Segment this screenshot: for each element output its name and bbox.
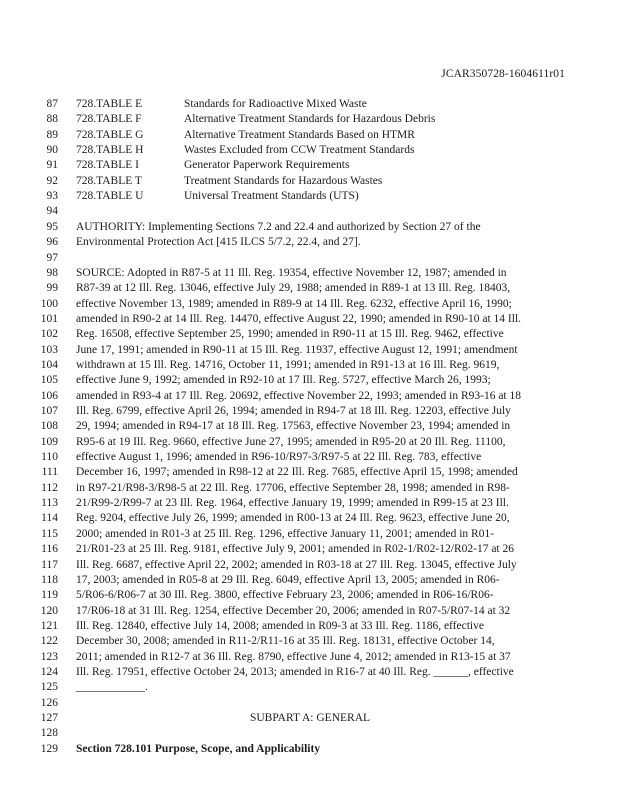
- authority-line: [0, 219, 621, 235]
- source-text: 29, 1994; amended in R94-17 at 18 Ill. Reg. 17563, effective November 23, 1994; amended in: [76, 420, 511, 433]
- table-code: 728.TABLE E: [76, 98, 143, 110]
- line-number: 97: [46, 251, 58, 264]
- table-title: Generator Paperwork Requirements: [184, 159, 350, 172]
- line-number: 114: [41, 512, 58, 525]
- line-number: 115: [41, 527, 58, 540]
- line-number: 123: [40, 650, 58, 663]
- table-title: Treatment Standards for Hazardous Wastes: [184, 174, 383, 187]
- line-number: 120: [40, 604, 58, 617]
- line-number: 126: [40, 696, 58, 709]
- line-number: 95: [46, 220, 58, 233]
- source-line: [0, 572, 621, 588]
- line-number: 107: [40, 405, 58, 417]
- line-number: 116: [41, 543, 58, 556]
- source-text: Reg. 16508, effective September 25, 1990; amended in R90-11 at 15 Ill. Reg. 9462, effective: [76, 328, 504, 341]
- table-title: Standards for Radioactive Mixed Waste: [184, 98, 367, 110]
- table-title: Universal Treatment Standards (UTS): [184, 190, 359, 203]
- line-number: 87: [46, 98, 58, 110]
- source-line: [0, 388, 621, 404]
- source-text: June 17, 1991; amended in R90-11 at 15 Ill. Reg. 11937, effective August 12, 1991; amendment: [76, 343, 518, 356]
- line-number: 118: [41, 573, 58, 586]
- table-code: 728.TABLE T: [76, 174, 142, 187]
- line-number: 100: [40, 297, 58, 310]
- table-title: Alternative Treatment Standards for Hazardous Debris: [184, 113, 436, 126]
- line-number: 109: [40, 435, 58, 448]
- source-text: amended in R93-4 at 17 Ill. Reg. 20692, effective November 22, 1993; amended in R93-16 at 18: [76, 389, 521, 402]
- document-id: JCAR350728-1604611r01: [441, 68, 565, 80]
- line-number: 127: [40, 712, 58, 724]
- source-text: Ill. Reg. 12840, effective July 14, 2008; amended in R09-3 at 33 Ill. Reg. 1186, effective: [76, 619, 484, 632]
- source-line: [0, 495, 621, 511]
- source-line: [0, 587, 621, 603]
- line-number: 102: [40, 328, 58, 341]
- line-number: 93: [46, 190, 58, 203]
- source-line: [0, 664, 621, 680]
- authority-line: [0, 203, 621, 219]
- source-line: [0, 526, 621, 542]
- source-text: in R97-21/R98-3/R98-5 at 22 Ill. Reg. 17706, effective September 28, 1998; amended in R98-: [76, 481, 510, 494]
- source-line: [0, 557, 621, 573]
- line-number: 124: [40, 665, 58, 678]
- table-code: 728.TABLE H: [76, 144, 144, 157]
- source-text: withdrawn at 15 Ill. Reg. 14716, October 11, 1991; amended in R91-13 at 16 Ill. Reg. 9619,: [76, 358, 500, 371]
- blank-line: [0, 725, 621, 741]
- authority-line: [0, 234, 621, 250]
- source-text: effective June 9, 1992; amended in R92-10 at 17 Ill. Reg. 5727, effective March 26, 1993;: [76, 374, 491, 387]
- source-line: [0, 649, 621, 665]
- table-list-line: [0, 111, 621, 127]
- table-list-line: [0, 96, 621, 112]
- table-list-line: [0, 157, 621, 173]
- source-line: [0, 357, 621, 373]
- authority-line: [0, 250, 621, 266]
- table-list-line: [0, 173, 621, 189]
- source-text: Ill. Reg. 6687, effective April 22, 2002; amended in R03-18 at 27 Ill. Reg. 13045, effective July: [76, 558, 517, 571]
- source-line: [0, 480, 621, 496]
- line-number: 125: [40, 681, 58, 694]
- source-line: [0, 418, 621, 434]
- authority-text: Environmental Protection Act [415 ILCS 5/7.2, 22.4, and 27].: [76, 236, 361, 249]
- line-number: 105: [40, 374, 58, 387]
- source-line: [0, 434, 621, 450]
- source-text: effective August 1, 1996; amended in R96-10/R97-3/R97-5 at 22 Ill. Reg. 783, effective: [76, 451, 482, 464]
- source-line: [0, 510, 621, 526]
- source-line: [0, 311, 621, 327]
- line-number: 88: [46, 113, 58, 126]
- line-number: 106: [40, 389, 58, 402]
- line-number: 111: [41, 466, 58, 479]
- source-text: ____________.: [76, 681, 148, 694]
- source-line: [0, 372, 621, 388]
- line-number: 90: [46, 144, 58, 157]
- source-line: [0, 633, 621, 649]
- source-text: 21/R01-23 at 25 Ill. Reg. 9181, effective July 9, 2001; amended in R02-1/R02-12/R02-17 at 26: [76, 543, 515, 556]
- source-text: Reg. 9204, effective July 26, 1999; amended in R00-13 at 24 Ill. Reg. 9623, effective June 20,: [76, 512, 510, 525]
- line-number: 112: [41, 481, 58, 494]
- line-number: 119: [41, 589, 58, 602]
- source-line: [0, 541, 621, 557]
- source-line: [0, 280, 621, 296]
- table-code: 728.TABLE F: [76, 113, 142, 126]
- line-number: 92: [46, 174, 58, 187]
- table-code: 728.TABLE I: [76, 159, 139, 172]
- subpart-heading: SUBPART A: GENERAL: [249, 712, 371, 724]
- source-line: [0, 296, 621, 312]
- table-list-line: [0, 188, 621, 204]
- section-line: [0, 741, 621, 757]
- source-line: [0, 603, 621, 619]
- source-text: December 30, 2008; amended in R11-2/R11-16 at 35 Ill. Reg. 18131, effective October 14,: [76, 635, 495, 648]
- source-text: 2011; amended in R12-7 at 36 Ill. Reg. 8790, effective June 4, 2012; amended in R13-15 at 37: [76, 650, 511, 663]
- line-number: 113: [41, 497, 58, 510]
- source-text: 5/R06-6/R06-7 at 30 Ill. Reg. 3800, effective February 23, 2006; amended in R06-16/R06-: [76, 589, 494, 602]
- line-number: 96: [46, 236, 58, 249]
- authority-text: AUTHORITY: Implementing Sections 7.2 and 22.4 and authorized by Section 27 of the: [76, 220, 481, 233]
- section-heading: Section 728.101 Purpose, Scope, and Applicability: [76, 742, 321, 755]
- source-text: 17, 2003; amended in R05-8 at 29 Ill. Reg. 6049, effective April 13, 2005; amended in R06-: [76, 573, 500, 586]
- source-line: [0, 326, 621, 342]
- source-line: [0, 464, 621, 480]
- source-line: [0, 695, 621, 711]
- line-number: 101: [40, 312, 58, 325]
- source-text: 21/R99-2/R99-7 at 23 Ill. Reg. 1964, effective January 19, 1999; amended in R99-15 at 23 Ill.: [76, 497, 509, 510]
- source-line: [0, 342, 621, 358]
- table-list-line: [0, 142, 621, 158]
- source-line: [0, 679, 621, 695]
- source-text: amended in R90-2 at 14 Ill. Reg. 14470, effective August 22, 1990; amended in R90-10 at 14 Ill.: [76, 312, 522, 325]
- line-number: 122: [40, 635, 58, 648]
- subpart-line: [0, 710, 621, 726]
- source-text: December 16, 1997; amended in R98-12 at 22 Ill. Reg. 7685, effective April 15, 1998; amended: [76, 466, 518, 479]
- line-number: 129: [40, 742, 58, 755]
- line-number: 91: [46, 159, 58, 172]
- table-title: Alternative Treatment Standards Based on HTMR: [184, 128, 415, 141]
- source-text: Ill. Reg. 6799, effective April 26, 1994; amended in R94-7 at 18 Ill. Reg. 12203, effective July: [76, 405, 511, 417]
- line-number: 99: [46, 282, 58, 295]
- source-line: [0, 618, 621, 634]
- source-text: 2000; amended in R01-3 at 25 Ill. Reg. 1296, effective January 11, 2001; amended in R01-: [76, 527, 495, 540]
- line-number: 110: [41, 451, 58, 464]
- source-line: [0, 449, 621, 465]
- table-code: 728.TABLE G: [76, 128, 144, 141]
- source-text: effective November 13, 1989; amended in R89-9 at 14 Ill. Reg. 6232, effective April 16, 1990;: [76, 297, 512, 310]
- line-number: 104: [40, 358, 58, 371]
- line-number: 89: [46, 128, 58, 141]
- source-text: R87-39 at 12 Ill. Reg. 13046, effective July 29, 1988; amended in R89-1 at 13 Ill. Reg. 18403,: [76, 282, 511, 295]
- line-number: 108: [40, 420, 58, 433]
- source-line: [0, 403, 621, 419]
- source-text: 17/R06-18 at 31 Ill. Reg. 1254, effective December 20, 2006; amended in R07-5/R07-14 at 32: [76, 604, 511, 617]
- line-number: 98: [46, 266, 58, 279]
- table-list-line: [0, 127, 621, 143]
- source-text: Ill. Reg. 17951, effective October 24, 2013; amended in R16-7 at 40 Ill. Reg. ______, effective: [76, 665, 514, 678]
- source-line: [0, 265, 621, 281]
- line-number: 94: [46, 205, 58, 218]
- line-number: 121: [40, 619, 58, 632]
- line-number: 128: [40, 727, 58, 740]
- table-code: 728.TABLE U: [76, 190, 144, 203]
- line-number: 103: [40, 343, 58, 356]
- source-text: R95-6 at 19 Ill. Reg. 9660, effective June 27, 1995; amended in R95-20 at 20 Ill. Reg. 11100,: [76, 435, 506, 448]
- line-number: 117: [41, 558, 58, 571]
- source-text: SOURCE: Adopted in R87-5 at 11 Ill. Reg. 19354, effective November 12, 1987; amended in: [76, 266, 507, 279]
- table-title: Wastes Excluded from CCW Treatment Standards: [184, 144, 415, 157]
